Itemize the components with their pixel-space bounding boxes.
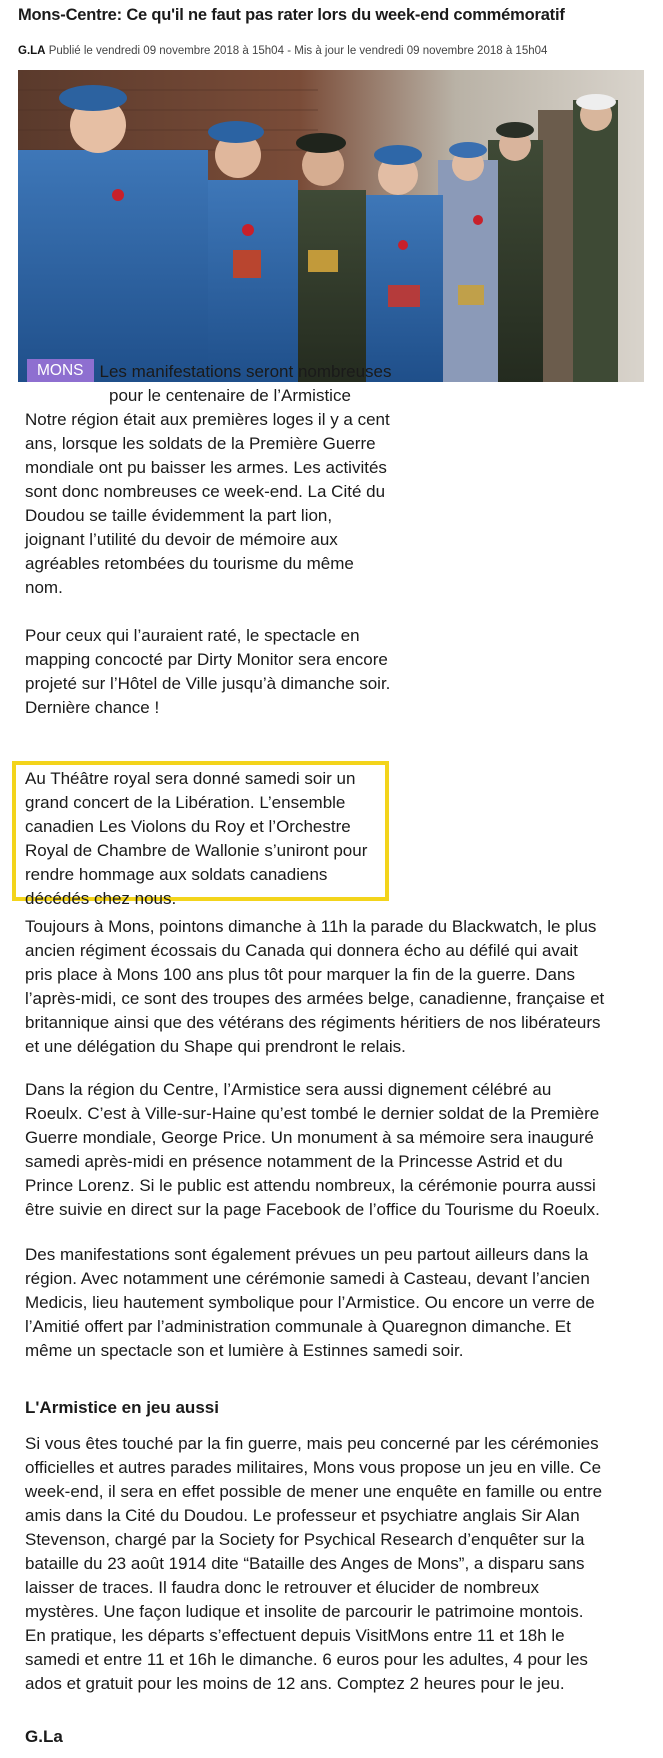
text-line: bataille du 23 août 1914 dite “Bataille des Anges de Mons”, a disparu sans: [25, 1554, 585, 1573]
signature: G.La: [25, 1727, 63, 1746]
text-line: être suivie en direct sur la page Facebook de l’office du Tourisme du Roeulx.: [25, 1200, 600, 1219]
text-line: mystères. Une façon ludique et insolite de parcourir le patrimoine montois.: [25, 1602, 584, 1621]
text-line: Doudou se taille évidemment la part lion,: [25, 506, 333, 525]
tag-badge[interactable]: MONS: [27, 359, 94, 382]
text-line: Stevenson, chargé par la Society for Psychical Research d’enquêter sur la: [25, 1530, 585, 1549]
text-line: l’après-midi, ce sont des troupes des armées belge, canadienne, française et: [25, 989, 605, 1008]
text-line: ancien régiment écossais du Canada qui donnera écho au défilé qui avait: [25, 941, 578, 960]
text-line: joignant l’utilité du devoir de mémoire aux: [25, 530, 338, 549]
text-line: En pratique, les départs s’effectuent depuis VisitMons entre 11 et 18h le: [25, 1626, 565, 1645]
text-line: pour le centenaire de l’Armistice: [109, 386, 351, 405]
text-line: et une délégation du Shape qui prendront le relais.: [25, 1037, 406, 1056]
text-line: Toujours à Mons, pointons dimanche à 11h la parade du Blackwatch, le plus: [25, 917, 597, 936]
text-line: britannique ainsi que des vétérans des régiments héritiers de nos libérateurs: [25, 1013, 601, 1032]
paragraph-7: [25, 1432, 602, 1696]
text-line: Pour ceux qui l’auraient raté, le spectacle en: [25, 626, 360, 645]
paragraph-5: [25, 1078, 600, 1222]
article-photo[interactable]: [18, 70, 644, 382]
text-line: canadien Les Violons du Roy et l’Orchestre: [25, 817, 351, 836]
text-line: week-end, il sera en effet possible de mener une enquête en famille ou entre: [25, 1482, 603, 1501]
text-line: samedi après-midi en présence notamment de la Princesse Astrid et du: [25, 1152, 563, 1171]
text-line: l’Amitié offert par l’administration communale à Quaregnon dimanche. Et: [25, 1317, 571, 1336]
author-name[interactable]: G.LA: [18, 45, 46, 57]
paragraph-3-highlighted: [25, 767, 367, 911]
text-line: Au Théâtre royal sera donné samedi soir un: [25, 769, 356, 788]
updated-date: Mis à jour le vendredi 09 novembre 2018 à 15h04: [294, 45, 548, 57]
text-line: sont donc nombreuses ce week-end. La Cité du: [25, 482, 386, 501]
text-line: agréables retombées du tourisme du même: [25, 554, 354, 573]
text-line: MONS Les manifestations seront nombreuses: [25, 360, 392, 384]
article-title: Mons-Centre: Ce qu'il ne faut pas rater lors du week-end commémoratif: [18, 6, 565, 24]
paragraph-1: [25, 360, 392, 600]
text-line: Des manifestations sont également prévues un peu partout ailleurs dans la: [25, 1245, 589, 1264]
published-date: Publié le vendredi 09 novembre 2018 à 15h04: [48, 45, 284, 57]
text-line: rendre hommage aux soldats canadiens: [25, 865, 328, 884]
text-line: Guerre mondiale, George Price. Un monument à sa mémoire sera inauguré: [25, 1128, 594, 1147]
section-subheading: L'Armistice en jeu aussi: [25, 1398, 219, 1417]
text-line: Royal de Chambre de Wallonie s’uniront pour: [25, 841, 368, 860]
text-line: Dans la région du Centre, l’Armistice sera aussi dignement célébré au: [25, 1080, 552, 1099]
text-line: mapping concocté par Dirty Monitor sera encore: [25, 650, 388, 669]
text-line: Prince Lorenz. Si le public est attendu nombreux, la cérémonie pourra aussi: [25, 1176, 596, 1195]
paragraph-4: [25, 915, 604, 1059]
text-line: samedi et entre 11 et 16h le dimanche. 6 euros pour les adultes, 4 pour les: [25, 1650, 588, 1669]
text-line: Notre région était aux premières loges il y a cent: [25, 410, 390, 429]
article-meta: [18, 45, 547, 57]
meta-separator: -: [287, 45, 292, 57]
text-line: laisser de traces. Il faudra donc le retrouver et élucider de nombreux: [25, 1578, 540, 1597]
text-line: mondiale ont pu baisser les armes. Les activités: [25, 458, 387, 477]
text-line: même un spectacle son et lumière à Estinnes samedi soir.: [25, 1341, 464, 1360]
text-line: ans, lorsque les soldats de la Première Guerre: [25, 434, 376, 453]
photo-soldiers-parade-icon: [18, 70, 644, 382]
text-line: grand concert de la Libération. L’ensemble: [25, 793, 346, 812]
text-line: projeté sur l’Hôtel de Ville jusqu’à dimanche soir.: [25, 674, 391, 693]
text-line: amis dans la Cité du Doudou. Le professeur et psychiatre anglais Sir Alan: [25, 1506, 580, 1525]
paragraph-2: [25, 624, 390, 720]
text-line: nom.: [25, 578, 63, 597]
text-line: Dernière chance !: [25, 698, 160, 717]
text-line: Medicis, lieu hautement symbolique pour l’Armistice. Ou encore un verre de: [25, 1293, 595, 1312]
paragraph-6: [25, 1243, 595, 1363]
text-line: décédés chez nous.: [25, 889, 177, 908]
text-line: Roeulx. C’est à Ville-sur-Haine qu’est tombé le dernier soldat de la Première: [25, 1104, 600, 1123]
text-line: ados et gratuit pour les moins de 12 ans. Comptez 2 heures pour le jeu.: [25, 1674, 565, 1693]
text-line: pris place à Mons 100 ans plus tôt pour marquer la fin de la guerre. Dans: [25, 965, 575, 984]
text-line: officielles et autres parades militaires, Mons vous propose un jeu en ville. Ce: [25, 1458, 602, 1477]
text-line: Si vous êtes touché par la fin guerre, mais peu concerné par les cérémonies: [25, 1434, 599, 1453]
text-line: région. Avec notamment une cérémonie samedi à Casteau, devant l’ancien: [25, 1269, 590, 1288]
